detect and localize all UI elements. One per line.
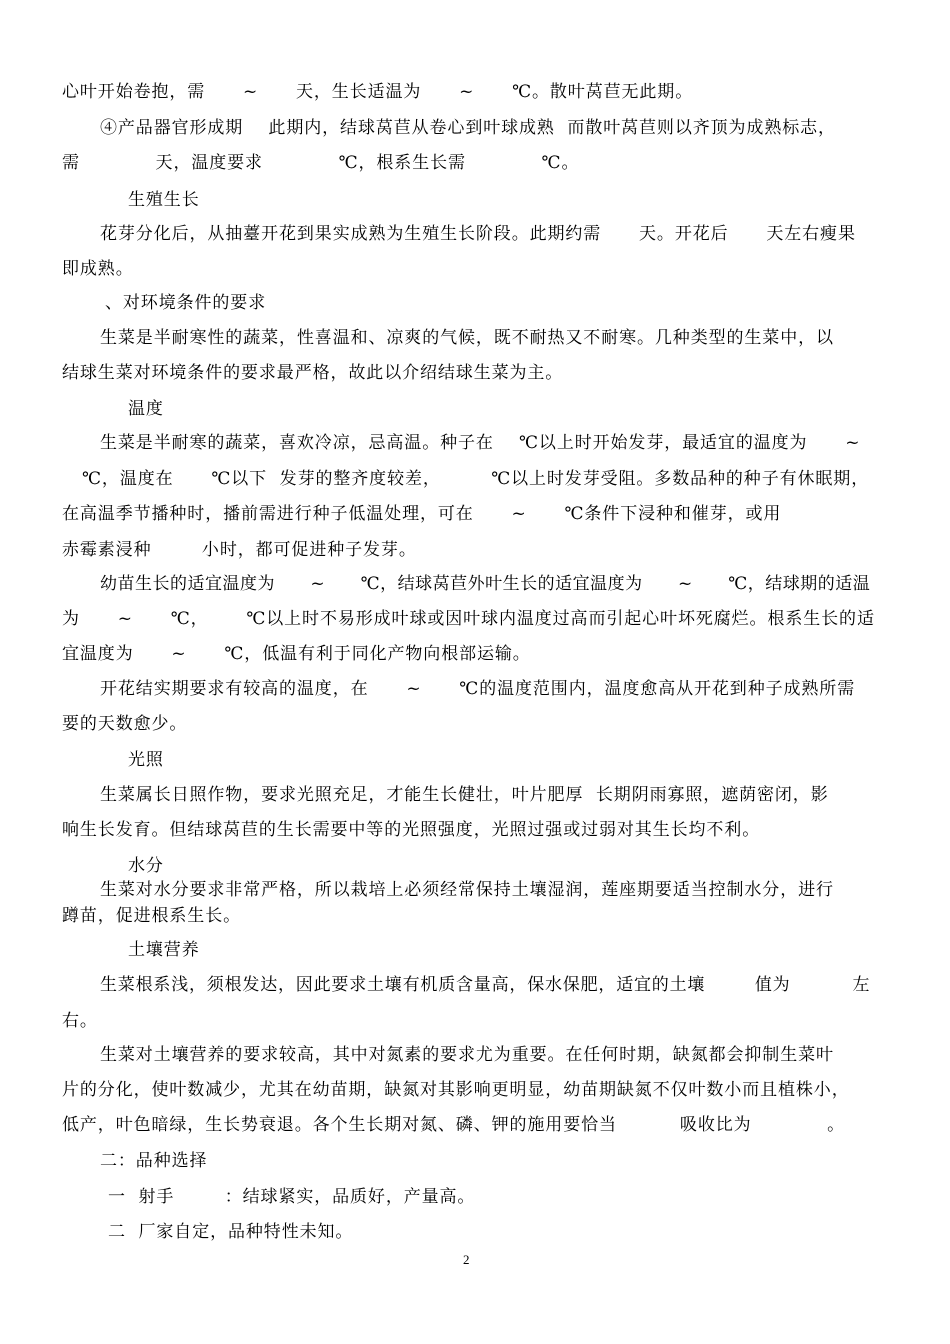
text-line: 要的天数愈少。 [62, 714, 188, 734]
text-line: 结球生菜对环境条件的要求最严格，故此以介绍结球生菜为主。 [62, 363, 564, 383]
text-line: 心叶开始卷抱，需 ~ 天，生长适温为 ~ ℃。散叶莴苣无此期。 [62, 82, 694, 102]
text-line: 为 ~ ℃， ℃以上时不易形成叶球或因叶球内温度过高而引起心叶坏死腐烂。根系生长的适 [62, 609, 875, 629]
text-line: 生菜对土壤营养的要求较高，其中对氮素的要求尤为重要。在任何时期，缺氮都会抑制生菜叶 [100, 1045, 834, 1065]
text-line: 赤霉素浸种 小时，都可促进种子发芽。 [62, 540, 417, 560]
text-line: 低产，叶色暗绿，生长势衰退。各个生长期对氮、磷、钾的施用要恰当 吸收比为 。 [62, 1115, 846, 1135]
text-line: 右。 [62, 1011, 98, 1031]
section-heading: 土壤营养 [128, 940, 200, 960]
text-line: 片的分化，使叶数减少，尤其在幼苗期，缺氮对其影响更明显，幼苗期缺氮不仅叶数小而且植株小， [62, 1080, 850, 1100]
text-line: 在高温季节播种时，播前需进行种子低温处理，可在 ~ ℃条件下浸种和催芽，或用 [62, 504, 782, 524]
text-line: 生菜属长日照作物，要求光照充足，才能生长健壮，叶片肥厚 长期阴雨寡照，遮荫密闭，影 [100, 785, 829, 805]
text-line: 宜温度为 ~ ℃，低温有利于同化产物向根部运输。 [62, 644, 531, 664]
text-line: ℃，温度在 ℃以下 发芽的整齐度较差， ℃以上时发芽受阻。多数品种的种子有休眠期， [82, 469, 870, 489]
text-line: 响生长发育。但结球莴苣的生长需要中等的光照强度，光照过强或过弱对其生长均不利。 [62, 820, 761, 840]
section-heading: 水分 [128, 856, 164, 876]
text-line: 幼苗生长的适宜温度为 ~ ℃，结球莴苣外叶生长的适宜温度为 ~ ℃，结球期的适温 [100, 574, 871, 594]
text-line: ④产品器官形成期 此期内，结球莴苣从卷心到叶球成熟 而散叶莴苣则以齐顶为成熟标志， [100, 118, 836, 138]
text-line: 开花结实期要求有较高的温度，在 ~ ℃的温度范围内，温度愈高从开花到种子成熟所需 [100, 679, 856, 699]
text-line: 需 天，温度要求 ℃，根系生长需 ℃。 [62, 153, 580, 173]
section-heading: 生殖生长 [128, 190, 200, 210]
list-item: 一 射手 ：结球紧实，品质好，产量高。 [108, 1187, 476, 1207]
list-item: 二 厂家自定，品种特性未知。 [108, 1222, 354, 1242]
text-line: 生菜对水分要求非常严格，所以栽培上必须经常保持土壤湿润，莲座期要适当控制水分，进行 [100, 880, 834, 900]
section-heading: 、对环境条件的要求 [105, 293, 267, 313]
text-line: 生菜是半耐寒的蔬菜，喜欢冷凉，忌高温。种子在 ℃以上时开始发芽，最适宜的温度为 ~ [100, 433, 861, 453]
text-line: 生菜是半耐寒性的蔬菜，性喜温和、凉爽的气候，既不耐热又不耐寒。几种类型的生菜中，以 [100, 328, 834, 348]
page-number: 2 [463, 1252, 470, 1267]
text-line: 生菜根系浅，须根发达，因此要求土壤有机质含量高，保水保肥，适宜的土壤 值为 左 [100, 975, 871, 995]
section-heading: 二：品种选择 [100, 1151, 208, 1171]
section-heading: 光照 [128, 750, 164, 770]
section-heading: 温度 [128, 399, 164, 419]
text-line: 花芽分化后，从抽薹开花到果实成熟为生殖生长阶段。此期约需 天。开花后 天左右瘦果 [100, 224, 856, 244]
text-line: 即成熟。 [62, 259, 134, 279]
text-line: 蹲苗，促进根系生长。 [62, 906, 241, 926]
